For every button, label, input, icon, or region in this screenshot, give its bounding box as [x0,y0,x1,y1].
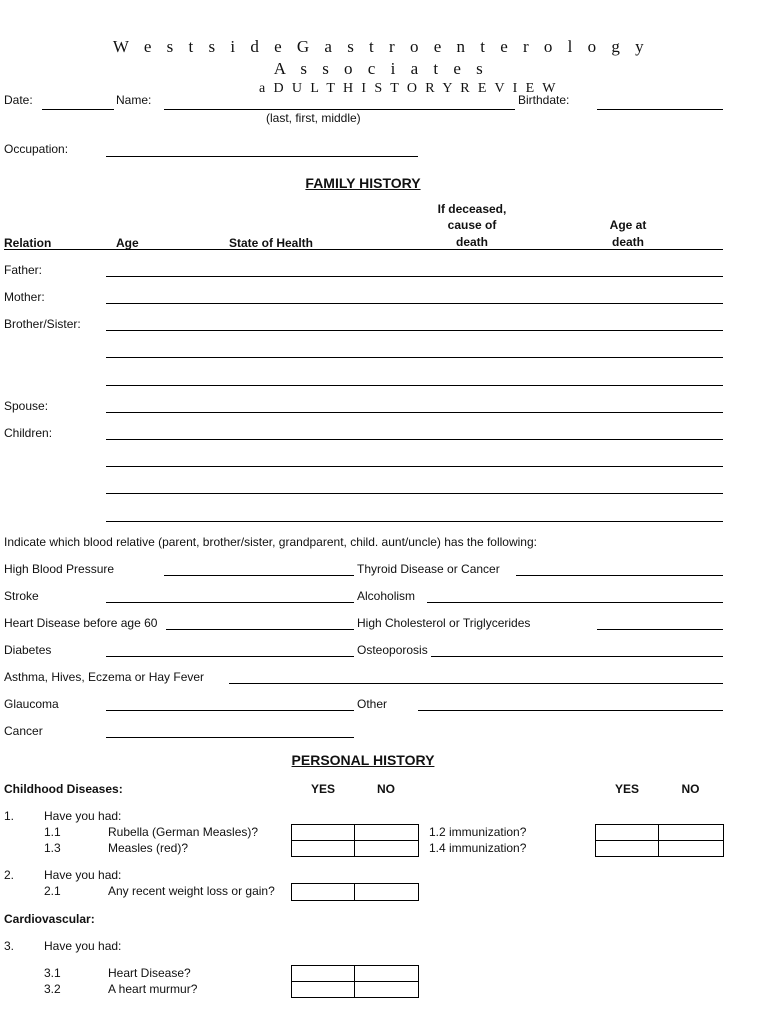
q1-1-yes-box[interactable] [291,824,355,841]
q1-3-yes-box[interactable] [291,840,355,857]
yes-header-right: YES [614,782,639,796]
q1-3-no-box[interactable] [354,840,419,857]
mother-field[interactable] [106,291,723,304]
row-label-spouse: Spouse: [4,399,49,413]
family-history-title: FAMILY HISTORY [305,175,421,191]
name-field[interactable] [164,97,515,110]
row-label-mother: Mother: [4,290,45,304]
stroke-field[interactable] [106,590,354,603]
q1-2-text: 1.2 immunization? [429,825,527,839]
occupation-label: Occupation: [4,142,69,156]
cond-cancer: Cancer [4,724,43,738]
cond-diabetes: Diabetes [4,643,52,657]
q3-1-yes-box[interactable] [291,965,355,982]
osteoporosis-field[interactable] [431,644,723,657]
father-field[interactable] [106,264,723,277]
sibling-field-1[interactable] [106,318,723,331]
q2-1-number: 2.1 [44,884,61,898]
glaucoma-field[interactable] [106,698,354,711]
q1-1-number: 1.1 [44,825,61,839]
diabetes-field[interactable] [106,644,354,657]
clinic-name-line2: A s s o c i a t e s [273,59,489,78]
row-label-children: Children: [4,426,53,440]
form-title: a D U L T H I S T O R Y R E V I E W [259,81,558,96]
high-blood-pressure-field[interactable] [164,563,354,576]
cond-cholesterol: High Cholesterol or Triglycerides [357,616,531,630]
spouse-field[interactable] [106,400,723,413]
cond-glaucoma: Glaucoma [4,697,59,711]
children-field-3[interactable] [106,481,723,494]
asthma-field[interactable] [229,671,723,684]
col-state-of-health: State of Health [229,236,314,250]
cond-heart-disease: Heart Disease before age 60 [4,616,158,630]
yes-header-left: YES [310,782,335,796]
q2-number: 2. [4,868,15,882]
children-field-4[interactable] [106,509,723,522]
q3-2-number: 3.2 [44,982,61,996]
q3-1-text: Heart Disease? [108,966,191,980]
cond-thyroid: Thyroid Disease or Cancer [357,562,500,576]
heart-disease-field[interactable] [166,617,354,630]
q1-text: Have you had: [44,809,122,823]
q1-4-yes-box[interactable] [595,840,659,857]
q2-1-no-box[interactable] [354,883,419,901]
date-label: Date: [4,93,33,107]
q2-1-yes-box[interactable] [291,883,355,901]
children-field-1[interactable] [106,427,723,440]
name-label: Name: [116,93,152,107]
q1-2-no-box[interactable] [658,824,724,841]
cond-asthma: Asthma, Hives, Eczema or Hay Fever [4,670,205,684]
header-rule [4,249,723,250]
q3-1-number: 3.1 [44,966,61,980]
cond-high-blood-pressure: High Blood Pressure [4,562,115,576]
cancer-field[interactable] [106,725,354,738]
cond-other: Other [357,697,388,711]
q1-number: 1. [4,809,15,823]
row-label-father: Father: [4,263,43,277]
no-header-right: NO [681,782,700,796]
children-field-2[interactable] [106,454,723,467]
col-age: Age [116,236,139,250]
q3-1-no-box[interactable] [354,965,419,982]
col-relation: Relation [4,236,52,250]
thyroid-field[interactable] [516,563,723,576]
sibling-field-2[interactable] [106,345,723,358]
date-field[interactable] [42,97,114,110]
relatives-intro: Indicate which blood relative (parent, brother/sister, grandparent, child. aunt/uncle) has the following: [4,535,537,549]
childhood-diseases-label: Childhood Diseases: [4,782,123,796]
cholesterol-field[interactable] [597,617,723,630]
q1-1-no-box[interactable] [354,824,419,841]
q1-3-text: Measles (red)? [108,841,189,855]
cond-stroke: Stroke [4,589,39,603]
col-age-at-2: death [611,235,644,249]
q2-1-text: Any recent weight loss or gain? [108,884,275,898]
col-age-at-1: Age at [609,218,647,232]
q3-2-no-box[interactable] [354,981,419,998]
birthdate-label: Birthdate: [518,93,570,107]
other-field[interactable] [418,698,723,711]
q2-text: Have you had: [44,868,122,882]
occupation-field[interactable] [106,144,418,157]
q3-2-yes-box[interactable] [291,981,355,998]
clinic-name: W e s t s i d e G a s t r o e n t e r o l o g y [112,37,650,56]
q1-1-text: Rubella (German Measles)? [108,825,259,839]
q3-text: Have you had: [44,939,122,953]
q1-4-no-box[interactable] [658,840,724,857]
personal-history-title: PERSONAL HISTORY [291,752,435,768]
birthdate-field[interactable] [597,97,723,110]
no-header-left: NO [377,782,395,796]
cardiovascular-label: Cardiovascular: [4,912,95,926]
col-deceased-2: cause of [447,218,497,232]
name-hint: (last, first, middle) [266,111,361,125]
sibling-field-3[interactable] [106,373,723,386]
q3-number: 3. [4,939,15,953]
col-deceased-3: death [455,235,488,249]
q3-2-text: A heart murmur? [108,982,198,996]
q1-4-text: 1.4 immunization? [429,841,527,855]
col-deceased-1: If deceased, [437,202,507,216]
alcoholism-field[interactable] [427,590,723,603]
row-label-sibling: Brother/Sister: [4,317,81,331]
q1-2-yes-box[interactable] [595,824,659,841]
q1-3-number: 1.3 [44,841,61,855]
cond-alcoholism: Alcoholism [357,589,416,603]
cond-osteoporosis: Osteoporosis [357,643,428,657]
